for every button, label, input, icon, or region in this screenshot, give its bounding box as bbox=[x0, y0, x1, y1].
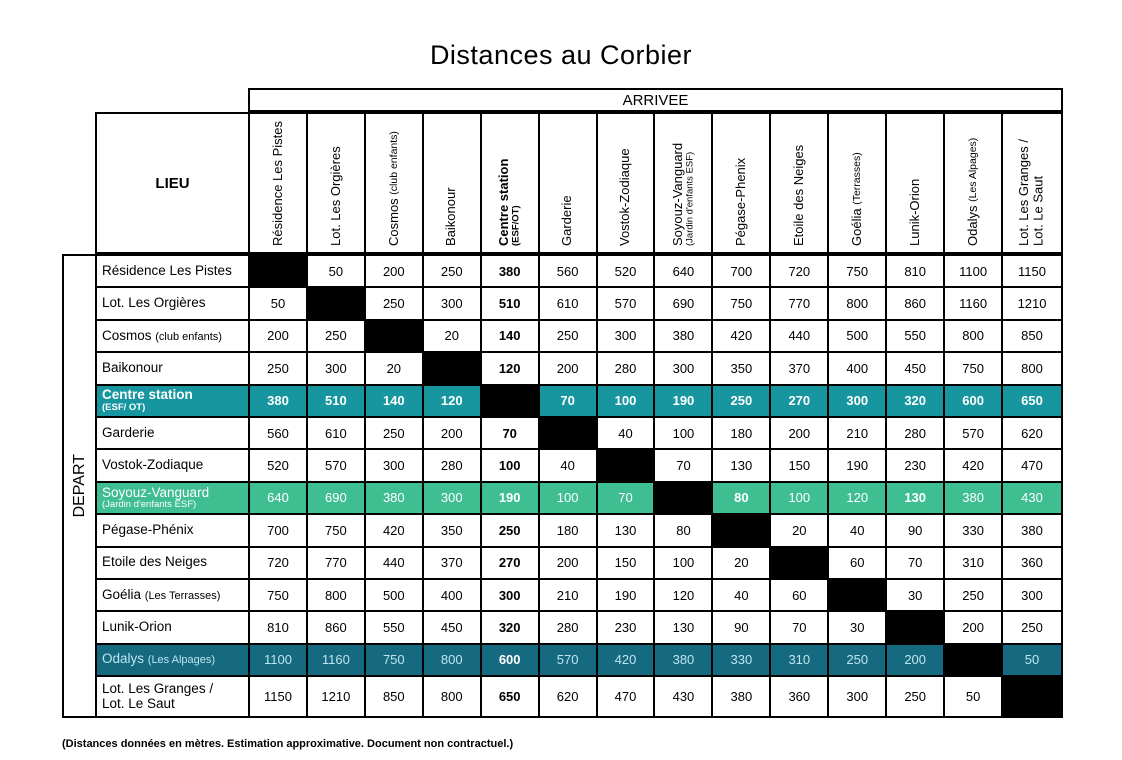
distance-cell: 570 bbox=[540, 645, 598, 677]
distance-cell: 130 bbox=[598, 515, 656, 547]
row-header bbox=[97, 515, 250, 547]
column-header bbox=[829, 114, 887, 252]
row-header-label: Soyouz-Vanguard bbox=[102, 484, 210, 500]
row-header-label: Baikonour bbox=[102, 360, 163, 376]
distance-cell: 40 bbox=[713, 580, 771, 612]
column-header-text bbox=[444, 114, 459, 252]
diagonal-cell bbox=[771, 548, 829, 580]
distance-cell: 200 bbox=[424, 418, 482, 450]
column-header-label: Pégase-Phenix bbox=[733, 157, 749, 246]
distance-cell: 190 bbox=[829, 450, 887, 482]
row-header-label: Goélia (Les Terrasses) bbox=[102, 586, 221, 602]
distance-cell: 200 bbox=[945, 612, 1003, 644]
distance-cell: 100 bbox=[598, 386, 656, 418]
distance-cell: 20 bbox=[713, 548, 771, 580]
distance-cell: 250 bbox=[482, 515, 540, 547]
column-header bbox=[424, 114, 482, 252]
distance-cell: 40 bbox=[598, 418, 656, 450]
distance-cell: 300 bbox=[482, 580, 540, 612]
column-header-label: Etoile des Neiges bbox=[791, 144, 807, 246]
distance-cell: 750 bbox=[945, 353, 1003, 385]
distance-cell: 1100 bbox=[945, 256, 1003, 288]
distance-cell: 420 bbox=[366, 515, 424, 547]
distance-cell: 120 bbox=[424, 386, 482, 418]
row-header bbox=[97, 548, 250, 580]
distance-cell: 130 bbox=[887, 483, 945, 515]
distance-cell: 330 bbox=[945, 515, 1003, 547]
distance-cell: 570 bbox=[308, 450, 366, 482]
distance-cell: 750 bbox=[308, 515, 366, 547]
distance-cell: 80 bbox=[713, 483, 771, 515]
distance-cell: 140 bbox=[482, 321, 540, 353]
distance-cell: 230 bbox=[598, 612, 656, 644]
distance-cell: 250 bbox=[308, 321, 366, 353]
distance-cell: 450 bbox=[424, 612, 482, 644]
row-header-label: Garderie bbox=[102, 424, 155, 440]
row-header bbox=[97, 386, 250, 418]
distance-cell: 770 bbox=[308, 548, 366, 580]
distance-cell: 200 bbox=[366, 256, 424, 288]
lieu-cell bbox=[97, 114, 250, 252]
distance-cell: 250 bbox=[250, 353, 308, 385]
distance-cell: 860 bbox=[308, 612, 366, 644]
row-header-sublabel: (ESF/ OT) bbox=[102, 401, 146, 413]
column-header-sublabel: (Terrasses) bbox=[850, 152, 863, 205]
row-header bbox=[97, 288, 250, 320]
distance-cell: 90 bbox=[713, 612, 771, 644]
distance-cell: 70 bbox=[887, 548, 945, 580]
distance-cell: 370 bbox=[771, 353, 829, 385]
distance-cell: 190 bbox=[655, 386, 713, 418]
distance-cell: 60 bbox=[829, 548, 887, 580]
distance-cell: 850 bbox=[1003, 321, 1061, 353]
distance-cell: 280 bbox=[424, 450, 482, 482]
distance-cell: 800 bbox=[308, 580, 366, 612]
column-header-text bbox=[387, 114, 402, 252]
row-header bbox=[97, 612, 250, 644]
distance-cell: 620 bbox=[1003, 418, 1061, 450]
distance-cell: 560 bbox=[250, 418, 308, 450]
distance-cell: 40 bbox=[540, 450, 598, 482]
distance-cell: 70 bbox=[540, 386, 598, 418]
row-header bbox=[97, 353, 250, 385]
distance-cell: 300 bbox=[424, 483, 482, 515]
diagonal-cell bbox=[945, 645, 1003, 677]
row-header-label: Résidence Les Pistes bbox=[102, 262, 232, 278]
column-header-label: Goélia (Terrasses) bbox=[848, 152, 864, 246]
distance-cell: 250 bbox=[945, 580, 1003, 612]
distance-cell: 300 bbox=[829, 677, 887, 716]
distance-cell: 1210 bbox=[1003, 288, 1061, 320]
column-header-label: Lunik-Orion bbox=[906, 178, 922, 246]
column-header bbox=[771, 114, 829, 252]
distance-cell: 700 bbox=[713, 256, 771, 288]
distance-cell: 70 bbox=[655, 450, 713, 482]
distance-cell: 300 bbox=[366, 450, 424, 482]
distance-cell: 380 bbox=[366, 483, 424, 515]
row-header-label: Cosmos (club enfants) bbox=[102, 327, 222, 343]
distance-cell: 100 bbox=[771, 483, 829, 515]
arrivee-header bbox=[248, 88, 1063, 112]
distance-cell: 470 bbox=[1003, 450, 1061, 482]
diagonal-cell bbox=[655, 483, 713, 515]
column-header bbox=[540, 114, 598, 252]
distance-cell: 180 bbox=[540, 515, 598, 547]
distance-cell: 150 bbox=[598, 548, 656, 580]
distance-cell: 210 bbox=[540, 580, 598, 612]
column-header bbox=[366, 114, 424, 252]
column-header bbox=[655, 114, 713, 252]
distance-cell: 510 bbox=[308, 386, 366, 418]
depart-label: DEPART bbox=[70, 454, 88, 518]
distance-cell: 380 bbox=[1003, 515, 1061, 547]
distance-cell: 30 bbox=[829, 612, 887, 644]
distance-cell: 520 bbox=[250, 450, 308, 482]
distance-cell: 800 bbox=[829, 288, 887, 320]
distance-cell: 140 bbox=[366, 386, 424, 418]
distance-cell: 520 bbox=[598, 256, 656, 288]
column-header-text bbox=[908, 114, 923, 252]
row-header-label: Lot. Les Granges / bbox=[102, 681, 214, 696]
distance-cell: 280 bbox=[887, 418, 945, 450]
column-header bbox=[945, 114, 1003, 252]
distance-cell: 310 bbox=[771, 645, 829, 677]
distance-cell: 600 bbox=[945, 386, 1003, 418]
distance-cell: 50 bbox=[250, 288, 308, 320]
diagonal-cell bbox=[1003, 677, 1061, 716]
distance-cell: 60 bbox=[771, 580, 829, 612]
row-header-label: Odalys (Les Alpages) bbox=[102, 651, 216, 667]
distance-cell: 440 bbox=[771, 321, 829, 353]
distance-cell: 380 bbox=[250, 386, 308, 418]
row-header-label: Etoile des Neiges bbox=[102, 554, 208, 570]
distance-cell: 640 bbox=[655, 256, 713, 288]
column-header-label: Garderie bbox=[559, 195, 575, 246]
arrivee-label: ARRIVEE bbox=[622, 91, 689, 109]
column-header bbox=[482, 114, 540, 252]
column-header-row bbox=[95, 112, 1063, 254]
distance-cell: 560 bbox=[540, 256, 598, 288]
row-header bbox=[97, 450, 250, 482]
distance-cell: 420 bbox=[945, 450, 1003, 482]
distance-cell: 380 bbox=[482, 256, 540, 288]
distance-cell: 200 bbox=[771, 418, 829, 450]
distance-cell: 380 bbox=[713, 677, 771, 716]
distance-cell: 300 bbox=[829, 386, 887, 418]
distance-cell: 370 bbox=[424, 548, 482, 580]
distance-cell: 550 bbox=[366, 612, 424, 644]
distance-cell: 330 bbox=[713, 645, 771, 677]
column-header-text bbox=[671, 114, 696, 252]
row-header-label: Pégase-Phénix bbox=[102, 522, 194, 538]
column-header bbox=[1003, 114, 1061, 252]
column-header-text bbox=[792, 114, 807, 252]
column-header-label: Résidence Les Pistes bbox=[269, 120, 285, 246]
column-header bbox=[713, 114, 771, 252]
distance-cell: 270 bbox=[482, 548, 540, 580]
row-header-label: Vostok-Zodiaque bbox=[102, 457, 204, 473]
distance-cell: 250 bbox=[540, 321, 598, 353]
distance-cell: 250 bbox=[366, 418, 424, 450]
distance-cell: 50 bbox=[945, 677, 1003, 716]
distance-cell: 100 bbox=[482, 450, 540, 482]
distance-cell: 250 bbox=[829, 645, 887, 677]
distance-cell: 750 bbox=[713, 288, 771, 320]
distance-cell: 420 bbox=[713, 321, 771, 353]
distance-cell: 400 bbox=[424, 580, 482, 612]
row-header-label-line2: Lot. Le Saut bbox=[102, 695, 175, 711]
row-header bbox=[97, 677, 250, 716]
distance-cell: 300 bbox=[308, 353, 366, 385]
row-header-label: Lot. Les Orgières bbox=[102, 295, 206, 311]
row-header-sublabel: (club enfants) bbox=[155, 330, 222, 343]
diagonal-cell bbox=[308, 288, 366, 320]
column-header-sublabel: (Jardin d'enfants ESF) bbox=[684, 151, 696, 246]
distance-cell: 860 bbox=[887, 288, 945, 320]
row-header-sublabel: (Les Alpages) bbox=[147, 654, 216, 667]
distance-cell: 100 bbox=[655, 418, 713, 450]
column-header-label: Cosmos (club enfants) bbox=[385, 131, 401, 246]
column-header-text bbox=[329, 114, 344, 252]
lieu-label: LIEU bbox=[155, 174, 190, 192]
distance-cell: 230 bbox=[887, 450, 945, 482]
row-header-label: Lunik-Orion bbox=[102, 619, 172, 635]
distance-cell: 250 bbox=[713, 386, 771, 418]
distance-cell: 500 bbox=[366, 580, 424, 612]
distance-cell: 800 bbox=[945, 321, 1003, 353]
distance-cell: 280 bbox=[540, 612, 598, 644]
distance-cell: 200 bbox=[540, 353, 598, 385]
distance-cell: 360 bbox=[771, 677, 829, 716]
distance-cell: 500 bbox=[829, 321, 887, 353]
row-header bbox=[97, 645, 250, 677]
distance-cell: 120 bbox=[482, 353, 540, 385]
distance-cell: 120 bbox=[829, 483, 887, 515]
diagonal-cell bbox=[250, 256, 308, 288]
distance-cell: 800 bbox=[1003, 353, 1061, 385]
distance-cell: 350 bbox=[424, 515, 482, 547]
distance-cell: 770 bbox=[771, 288, 829, 320]
column-header-text bbox=[271, 114, 286, 252]
distance-cell: 120 bbox=[655, 580, 713, 612]
distance-cell: 300 bbox=[598, 321, 656, 353]
diagonal-cell bbox=[424, 353, 482, 385]
column-header bbox=[598, 114, 656, 252]
distance-cell: 250 bbox=[887, 677, 945, 716]
distance-cell: 200 bbox=[887, 645, 945, 677]
distance-cell: 1210 bbox=[308, 677, 366, 716]
distance-cell: 190 bbox=[598, 580, 656, 612]
distance-cell: 130 bbox=[655, 612, 713, 644]
column-header-sublabel: (club enfants) bbox=[387, 131, 400, 195]
distance-cell: 20 bbox=[424, 321, 482, 353]
distance-cell: 650 bbox=[1003, 386, 1061, 418]
distance-cell: 250 bbox=[1003, 612, 1061, 644]
column-header bbox=[250, 114, 308, 252]
distance-cell: 40 bbox=[829, 515, 887, 547]
column-header bbox=[308, 114, 366, 252]
distance-cell: 470 bbox=[598, 677, 656, 716]
distance-cell: 750 bbox=[829, 256, 887, 288]
distance-cell: 1150 bbox=[1003, 256, 1061, 288]
row-header bbox=[97, 483, 250, 515]
distance-cell: 610 bbox=[540, 288, 598, 320]
distance-cell: 400 bbox=[829, 353, 887, 385]
column-header-label: Lot. Les Granges / bbox=[1016, 139, 1032, 246]
distance-cell: 300 bbox=[424, 288, 482, 320]
distance-cell: 150 bbox=[771, 450, 829, 482]
distance-cell: 100 bbox=[655, 548, 713, 580]
distance-cell: 280 bbox=[598, 353, 656, 385]
distance-cell: 1160 bbox=[945, 288, 1003, 320]
distance-cell: 360 bbox=[1003, 548, 1061, 580]
row-header bbox=[97, 256, 250, 288]
column-header-text bbox=[850, 114, 865, 252]
distance-cell: 810 bbox=[887, 256, 945, 288]
column-header-label: Centre station bbox=[496, 158, 512, 246]
distance-cell: 1150 bbox=[250, 677, 308, 716]
diagonal-cell bbox=[540, 418, 598, 450]
column-header-text bbox=[618, 114, 633, 252]
distance-cell: 310 bbox=[945, 548, 1003, 580]
distance-cell: 100 bbox=[540, 483, 598, 515]
diagonal-cell bbox=[366, 321, 424, 353]
column-header-label-line2: Lot. Le Saut bbox=[1031, 175, 1047, 246]
diagonal-cell bbox=[829, 580, 887, 612]
distance-cell: 750 bbox=[250, 580, 308, 612]
distance-cell: 650 bbox=[482, 677, 540, 716]
distance-cell: 200 bbox=[540, 548, 598, 580]
distance-cell: 440 bbox=[366, 548, 424, 580]
distance-cell: 810 bbox=[250, 612, 308, 644]
distance-cell: 80 bbox=[655, 515, 713, 547]
row-header-label: Centre station bbox=[102, 387, 193, 403]
distance-cell: 300 bbox=[1003, 580, 1061, 612]
distance-cell: 90 bbox=[887, 515, 945, 547]
depart-cell bbox=[64, 256, 97, 716]
distance-cell: 750 bbox=[366, 645, 424, 677]
distance-cell: 850 bbox=[366, 677, 424, 716]
distance-cell: 570 bbox=[598, 288, 656, 320]
distance-cell: 690 bbox=[655, 288, 713, 320]
distance-cell: 1160 bbox=[308, 645, 366, 677]
distance-cell: 20 bbox=[366, 353, 424, 385]
column-header-text bbox=[966, 114, 981, 252]
column-header-label: Vostok-Zodiaque bbox=[617, 148, 633, 246]
column-header-text bbox=[560, 114, 575, 252]
distance-cell: 180 bbox=[713, 418, 771, 450]
row-header bbox=[97, 321, 250, 353]
distance-cell: 30 bbox=[887, 580, 945, 612]
distance-cell: 430 bbox=[1003, 483, 1061, 515]
distance-cell: 380 bbox=[655, 645, 713, 677]
diagonal-cell bbox=[713, 515, 771, 547]
distance-cell: 640 bbox=[250, 483, 308, 515]
column-header-text bbox=[1017, 114, 1046, 252]
distance-cell: 550 bbox=[887, 321, 945, 353]
distance-cell: 250 bbox=[366, 288, 424, 320]
distance-cell: 250 bbox=[424, 256, 482, 288]
distance-table bbox=[62, 254, 1063, 718]
distance-cell: 600 bbox=[482, 645, 540, 677]
distance-cell: 50 bbox=[1003, 645, 1061, 677]
distance-cell: 70 bbox=[598, 483, 656, 515]
distance-cell: 720 bbox=[250, 548, 308, 580]
distance-cell: 200 bbox=[250, 321, 308, 353]
column-header-label: Baikonour bbox=[443, 187, 459, 246]
footnote: (Distances données en mètres. Estimation approximative. Document non contractuel.) bbox=[62, 738, 514, 750]
distance-cell: 320 bbox=[482, 612, 540, 644]
diagonal-cell bbox=[482, 386, 540, 418]
column-header bbox=[887, 114, 945, 252]
column-header-text bbox=[497, 114, 522, 252]
distance-cell: 380 bbox=[945, 483, 1003, 515]
distance-cell: 190 bbox=[482, 483, 540, 515]
page-title: Distances au Corbier bbox=[429, 40, 693, 70]
distance-cell: 70 bbox=[771, 612, 829, 644]
column-header-label: Lot. Les Orgières bbox=[327, 146, 343, 246]
distance-cell: 430 bbox=[655, 677, 713, 716]
distance-cell: 420 bbox=[598, 645, 656, 677]
distance-cell: 210 bbox=[829, 418, 887, 450]
distance-cell: 510 bbox=[482, 288, 540, 320]
distance-cell: 320 bbox=[887, 386, 945, 418]
distance-cell: 1100 bbox=[250, 645, 308, 677]
distance-cell: 450 bbox=[887, 353, 945, 385]
diagonal-cell bbox=[598, 450, 656, 482]
row-header bbox=[97, 418, 250, 450]
distance-cell: 350 bbox=[713, 353, 771, 385]
column-header-sublabel: (ESF/OT) bbox=[510, 205, 522, 246]
distance-cell: 620 bbox=[540, 677, 598, 716]
distance-cell: 570 bbox=[945, 418, 1003, 450]
diagonal-cell bbox=[887, 612, 945, 644]
distance-cell: 50 bbox=[308, 256, 366, 288]
distance-cell: 610 bbox=[308, 418, 366, 450]
column-header-label: Odalys (Les Alpages) bbox=[964, 137, 980, 246]
distance-cell: 300 bbox=[655, 353, 713, 385]
distance-cell: 690 bbox=[308, 483, 366, 515]
distance-cell: 380 bbox=[655, 321, 713, 353]
row-header-sublabel: (Jardin d'enfants ESF) bbox=[102, 499, 197, 511]
column-header-label: Soyouz-Vanguard bbox=[669, 142, 685, 246]
column-header-text bbox=[734, 114, 749, 252]
row-header-sublabel: (Les Terrasses) bbox=[144, 589, 221, 602]
distance-cell: 270 bbox=[771, 386, 829, 418]
distance-cell: 800 bbox=[424, 645, 482, 677]
row-header bbox=[97, 580, 250, 612]
distance-cell: 700 bbox=[250, 515, 308, 547]
distance-cell: 800 bbox=[424, 677, 482, 716]
distance-cell: 20 bbox=[771, 515, 829, 547]
distance-cell: 70 bbox=[482, 418, 540, 450]
distance-cell: 130 bbox=[713, 450, 771, 482]
column-header-sublabel: (Les Alpages) bbox=[966, 137, 979, 202]
distance-cell: 720 bbox=[771, 256, 829, 288]
